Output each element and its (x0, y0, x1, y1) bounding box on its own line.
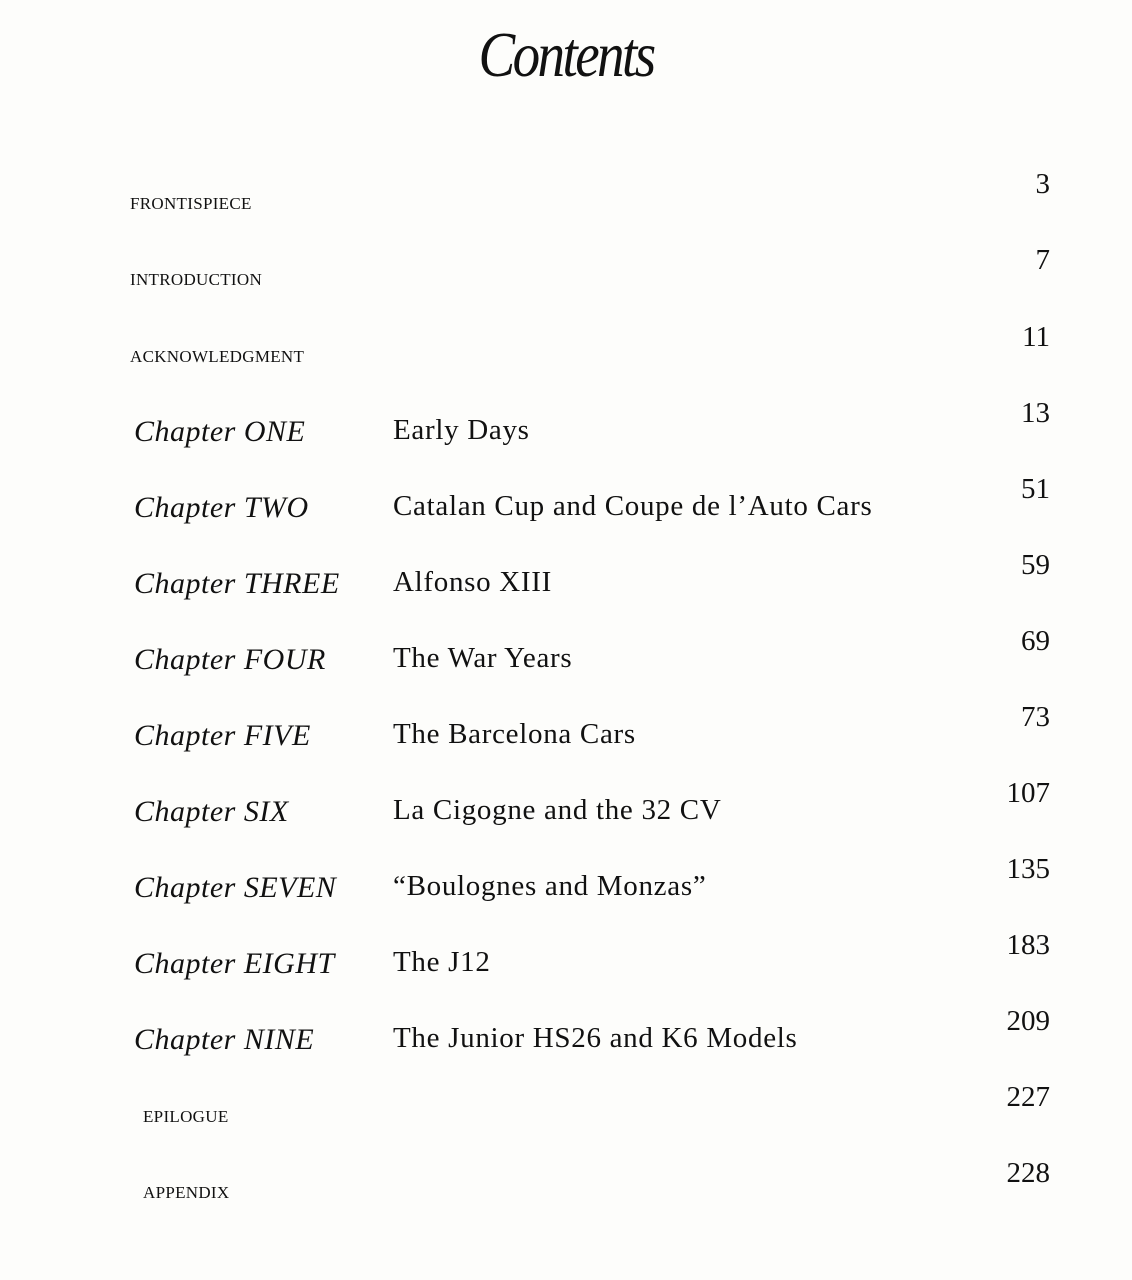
toc-entry-page: 51 (1021, 473, 1050, 505)
toc-entry-chapter-three (0, 549, 1132, 609)
chapter-title: The Barcelona Cars (393, 718, 636, 750)
toc-entry-page: 59 (1021, 549, 1050, 581)
toc-entry-page: 73 (1021, 701, 1050, 733)
toc-entry-chapter-nine (0, 1005, 1132, 1065)
chapter-label: Chapter TWO (134, 491, 309, 524)
toc-entry-label: APPENDIX (143, 1183, 230, 1202)
toc-entry-frontispiece (0, 168, 1132, 228)
toc-entry-page: 135 (1006, 853, 1050, 885)
chapter-title: “Boulognes and Monzas” (393, 870, 707, 902)
chapter-label: Chapter ONE (134, 415, 306, 448)
toc-entry-page: 11 (1022, 321, 1050, 353)
chapter-label: Chapter THREE (134, 567, 340, 600)
toc-entry-appendix (0, 1157, 1132, 1217)
toc-entry-page: 13 (1021, 397, 1050, 429)
toc-entry-page: 228 (1006, 1157, 1050, 1189)
toc-entry-label: ACKNOWLEDGMENT (130, 347, 305, 366)
toc-entry-chapter-two (0, 473, 1132, 533)
chapter-title: La Cigogne and the 32 CV (393, 794, 722, 826)
chapter-label: Chapter FOUR (134, 643, 326, 676)
chapter-label: Chapter SEVEN (134, 871, 337, 904)
toc-entry-chapter-one (0, 397, 1132, 457)
toc-entry-label: FRONTISPIECE (130, 194, 252, 213)
chapter-title: Alfonso XIII (393, 566, 553, 598)
toc-entry-page: 107 (1006, 777, 1050, 809)
toc-entry-label: EPILOGUE (143, 1107, 229, 1126)
toc-entry-page: 3 (1035, 168, 1050, 200)
toc-entry-page: 69 (1021, 625, 1050, 657)
chapter-label: Chapter EIGHT (134, 947, 335, 980)
toc-entry-acknowledgment (0, 321, 1132, 381)
chapter-title: The War Years (393, 642, 573, 674)
toc-entry-label: INTRODUCTION (130, 270, 263, 289)
toc-entry-page: 209 (1006, 1005, 1050, 1037)
toc-entry-epilogue (0, 1081, 1132, 1141)
page-title: Contents (478, 19, 654, 90)
toc-entry-chapter-four (0, 625, 1132, 685)
toc-entry-chapter-five (0, 701, 1132, 761)
chapter-title: Early Days (393, 414, 530, 446)
chapter-title: The Junior HS26 and K6 Models (393, 1022, 798, 1054)
toc-entry-chapter-eight (0, 929, 1132, 989)
chapter-title: The J12 (393, 946, 491, 978)
toc-entry-chapter-six (0, 777, 1132, 837)
chapter-label: Chapter NINE (134, 1023, 315, 1056)
toc-entry-page: 7 (1035, 244, 1050, 276)
chapter-label: Chapter FIVE (134, 719, 311, 752)
toc-entry-page: 183 (1006, 929, 1050, 961)
toc-entry-introduction (0, 244, 1132, 304)
toc-entry-page: 227 (1006, 1081, 1050, 1113)
toc-entry-chapter-seven (0, 853, 1132, 913)
chapter-label: Chapter SIX (134, 795, 289, 828)
chapter-title: Catalan Cup and Coupe de l’Auto Cars (393, 490, 873, 522)
